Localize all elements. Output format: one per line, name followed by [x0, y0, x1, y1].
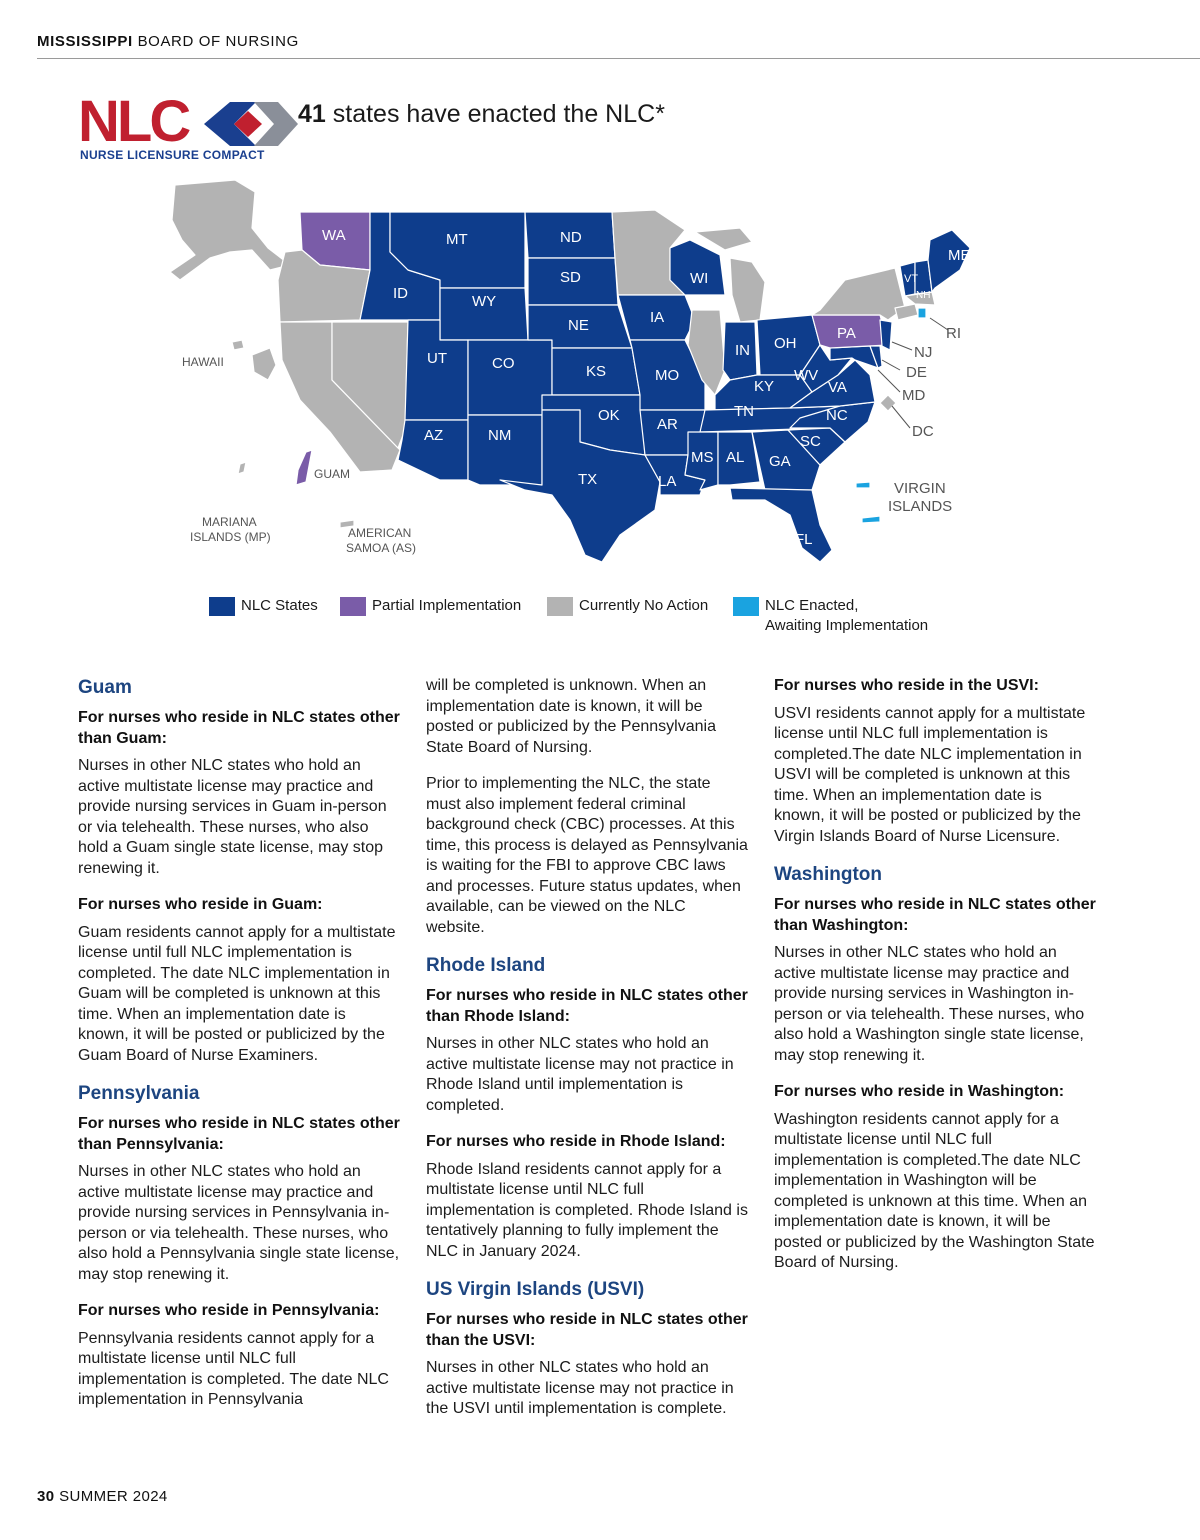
label-nd: ND [560, 229, 582, 246]
label-ut: UT [427, 350, 447, 367]
map-title-count: 41 [298, 100, 326, 128]
label-ar: AR [657, 416, 678, 433]
subheading-ri-residents: For nurses who reside in Rhode Island: [426, 1133, 726, 1150]
label-ri: RI [946, 325, 961, 342]
label-va: VA [828, 379, 847, 396]
label-sd: SD [560, 269, 581, 286]
state-nj [880, 320, 892, 350]
text-pa-residents-part2: will be completed is unknown. When an implementation date is known, it will be posted or publicized by the Pennsylvania State Board of Nursing. [426, 677, 716, 756]
subheading-guam-other: For nurses who reside in NLC states other than Guam: [78, 709, 400, 747]
state-fl [730, 488, 832, 562]
column-1 [78, 676, 400, 1427]
text-wa-residents: Washington residents cannot apply for a multistate license until NLC full implementation is completed.The date NLC implementation in Washington will be completed is unknown at this time. When an implementation date is known, it will be posted or publicized by the Washington State Board of Nursing. [774, 1110, 1095, 1271]
label-hawaii: HAWAII [182, 355, 224, 369]
heading-washington: Washington [774, 864, 882, 885]
us-map-svg [140, 170, 1020, 580]
header-org-rest: BOARD OF NURSING [137, 33, 299, 50]
label-ky: KY [754, 378, 775, 395]
text-pa-other: Nurses in other NLC states who hold an active multistate license may practice and provide nursing services in Pennsylvania in-person or via telehealth. These nurses, who also hold a Pennsylvania single state license, may stop renewing it. [78, 1163, 400, 1283]
subheading-ri-other: For nurses who reside in NLC states other than Rhode Island: [426, 987, 748, 1025]
footer-issue: SUMMER 2024 [59, 1488, 168, 1505]
map-title [298, 100, 665, 129]
state-nm [468, 415, 542, 485]
legend-swatch-no-action [547, 597, 573, 616]
text-usvi-residents: USVI residents cannot apply for a multistate license until NLC full implementation is completed.The date NLC implementation in USVI will be completed is unknown at this time. When an implementation date is known, it will be posted or publicized by the Virgin Islands Board of Nurse Licensure. [774, 704, 1086, 845]
running-header [37, 33, 299, 50]
state-ri [918, 308, 926, 318]
text-ri-other: Nurses in other NLC states who hold an active multistate license may not practice in Rhode Island until implementation is completed. [426, 1035, 734, 1114]
label-la: LA [658, 473, 677, 490]
legend-label-awaiting-1: NLC Enacted, [765, 597, 859, 614]
legend-swatch-partial [340, 597, 366, 616]
heading-pennsylvania: Pennsylvania [78, 1083, 200, 1104]
heading-rhode-island: Rhode Island [426, 955, 546, 976]
label-samoa-1: AMERICAN [348, 526, 412, 540]
subheading-wa-other: For nurses who reside in NLC states other than Washington: [774, 896, 1096, 934]
label-az: AZ [424, 427, 444, 444]
text-wa-other: Nurses in other NLC states who hold an active multistate license may practice and provide nursing services in Washington in-person or via telehealth. These nurses, who also hold a Washington single state license, may stop renewing it. [774, 944, 1085, 1064]
text-pa-residents-part1: Pennsylvania residents cannot apply for a multistate license until NLC full implementation is completed. The date NLC implementation in Pennsylvania [78, 1329, 389, 1408]
label-mariana-2: ISLANDS (MP) [190, 530, 271, 544]
label-mariana-1: MARIANA [202, 515, 257, 529]
legend-swatch-nlc [209, 597, 235, 616]
subheading-usvi-other: For nurses who reside in NLC states other than the USVI: [426, 1311, 748, 1349]
label-mt: MT [446, 231, 468, 248]
label-ks: KS [586, 363, 607, 380]
label-me: ME [948, 247, 971, 264]
label-wy: WY [472, 293, 497, 310]
territory-vi-1 [856, 482, 870, 488]
column-3 [774, 676, 1096, 1290]
column-2 [426, 676, 748, 1436]
nlc-logo-word: NLC [78, 89, 189, 154]
label-vt: VT [904, 273, 919, 285]
label-wi: WI [690, 270, 709, 287]
text-ri-residents: Rhode Island residents cannot apply for a multistate license until NLC full implementation is completed. Rhode Island is tentatively planning to fully implement the NLC in January 2024. [426, 1160, 748, 1260]
legend-label-partial: Partial Implementation [372, 597, 522, 614]
state-mi [730, 258, 765, 322]
page-footer [37, 1488, 168, 1505]
label-in: IN [735, 342, 750, 359]
label-vi-2: ISLANDS [888, 498, 953, 515]
label-nj: NJ [914, 344, 933, 361]
label-nc: NC [826, 407, 848, 424]
state-hi [252, 348, 276, 380]
label-sc: SC [800, 433, 821, 450]
label-ne: NE [568, 317, 589, 334]
header-org-bold: MISSISSIPPI [37, 33, 133, 50]
legend-label-nlc: NLC States [241, 597, 318, 614]
territory-mariana [238, 462, 246, 474]
text-pa-cbc: Prior to implementing the NLC, the state must also implement federal criminal background check (CBC) processes. At this time, this process is delayed as Pennsylvania is waiting for the FBI to approve CBC laws and processes. Future status updates, when available, can be viewed on the NLC website. [426, 775, 748, 936]
nlc-logo-diamond-icon [194, 98, 314, 150]
nlc-logo-subtitle: NURSE LICENSURE COMPACT [80, 148, 265, 162]
territory-guam [296, 450, 312, 485]
label-al: AL [726, 449, 745, 466]
state-hi-2 [232, 340, 244, 350]
label-id: ID [393, 285, 408, 302]
label-ia: IA [650, 309, 665, 326]
label-oh: OH [774, 335, 797, 352]
label-de: DE [906, 364, 927, 381]
nlc-status-map [140, 170, 1020, 580]
label-samoa-2: SAMOA (AS) [346, 541, 417, 555]
label-wv: WV [794, 367, 819, 384]
state-co [468, 340, 552, 415]
label-co: CO [492, 355, 515, 372]
label-tx: TX [578, 471, 598, 488]
text-usvi-other: Nurses in other NLC states who hold an active multistate license may not practice in the USVI until implementation is complete. [426, 1359, 734, 1417]
label-nh: NH [916, 290, 931, 301]
nlc-logo [78, 89, 278, 166]
label-ga: GA [769, 453, 791, 470]
subheading-guam-residents: For nurses who reside in Guam: [78, 896, 323, 913]
label-ms: MS [691, 449, 714, 466]
state-ak [170, 180, 290, 280]
label-ok: OK [598, 407, 620, 424]
label-pa: PA [837, 325, 856, 342]
header-rule [37, 58, 1200, 59]
footer-page-number: 30 [37, 1488, 55, 1505]
legend-label-awaiting-2: Awaiting Implementation [765, 617, 929, 634]
map-title-text: states have enacted the NLC* [332, 100, 665, 128]
label-fl: FL [795, 531, 813, 548]
heading-usvi: US Virgin Islands (USVI) [426, 1279, 645, 1300]
subheading-usvi-residents: For nurses who reside in the USVI: [774, 677, 1039, 694]
label-wa: WA [322, 227, 346, 244]
label-md: MD [902, 387, 926, 404]
state-ny [812, 268, 905, 320]
text-guam-other: Nurses in other NLC states who hold an active multistate license may practice and provide nursing services in Guam in-person or via telehealth. These nurses, who also hold a Guam single state license, may stop renewing it. [78, 757, 387, 877]
label-tn: TN [734, 403, 754, 420]
label-guam: GUAM [314, 467, 350, 481]
legend-label-no-action: Currently No Action [579, 597, 709, 614]
subheading-wa-residents: For nurses who reside in Washington: [774, 1083, 1065, 1100]
subheading-pa-residents: For nurses who reside in Pennsylvania: [78, 1302, 380, 1319]
legend-swatch-awaiting [733, 597, 759, 616]
label-vi-1: VIRGIN [894, 480, 946, 497]
label-mo: MO [655, 367, 680, 384]
label-nm: NM [488, 427, 512, 444]
subheading-pa-other: For nurses who reside in NLC states other than Pennsylvania: [78, 1115, 400, 1153]
territory-vi-2 [862, 516, 880, 523]
text-guam-residents: Guam residents cannot apply for a multistate license until full NLC implementation is completed. The date NLC implementation in Guam will be completed is unknown at this time. When an implementation date is known, it will be posted or publicized by the Guam Board of Nurse Examiners. [78, 923, 396, 1064]
heading-guam: Guam [78, 677, 132, 698]
label-dc: DC [912, 423, 934, 440]
